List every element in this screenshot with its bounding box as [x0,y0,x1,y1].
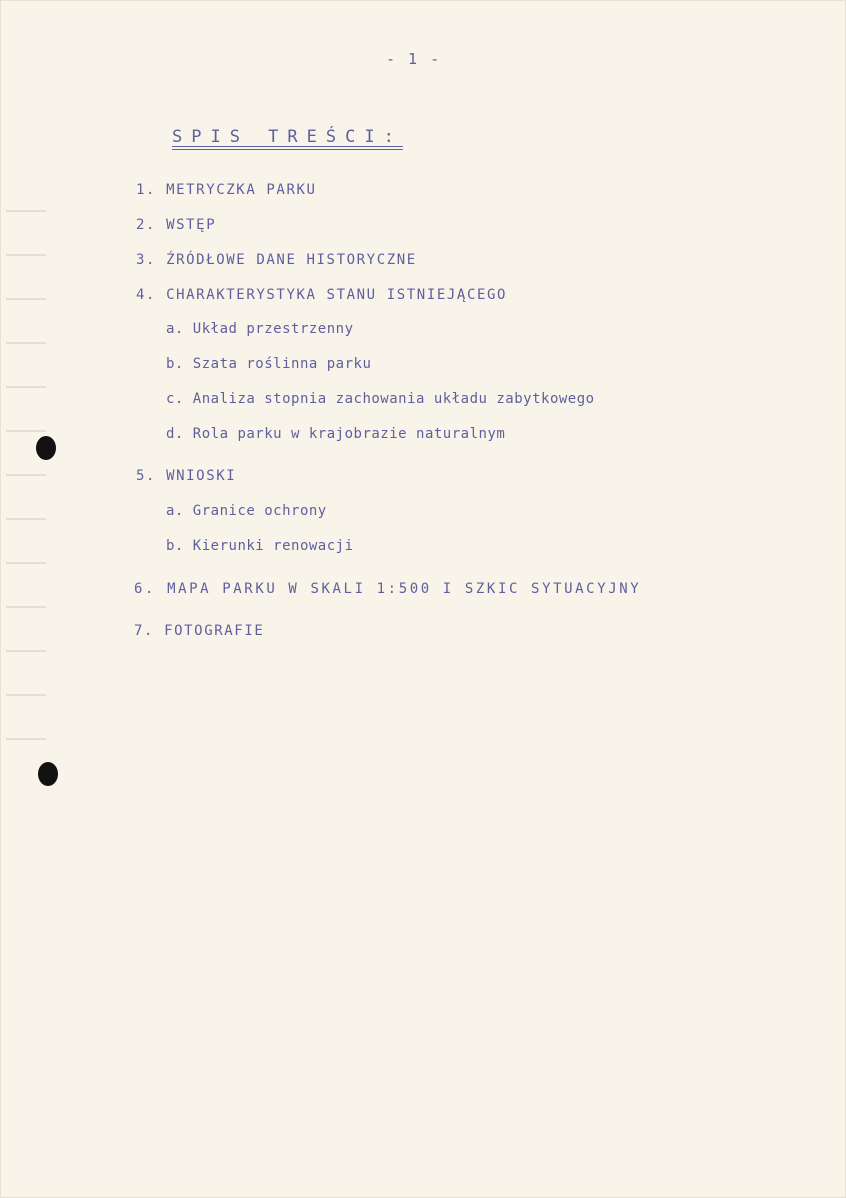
toc-item-5 [136,468,236,484]
edge-stain [6,180,46,780]
toc-item-number: 3. [136,252,157,268]
toc-title: SPIS TREŚCI: [172,127,403,147]
toc-item-text: WNIOSKI [166,468,237,484]
toc-item-number: 7. [134,623,155,639]
toc-item-text: Szata roślinna parku [192,356,372,372]
toc-item-text: Kierunki renowacji [192,538,354,554]
toc-item-text: Rola parku w krajobrazie naturalnym [192,426,506,442]
toc-item-number: d. [166,426,184,442]
toc-subitem-5b [166,538,354,554]
toc-item-text: Układ przestrzenny [192,321,354,337]
toc-subitem-4a [166,321,354,337]
toc-item-text: Granice ochrony [192,503,327,519]
toc-item-1 [136,182,317,198]
toc-item-number: 1. [136,182,157,198]
toc-item-number: c. [166,391,184,407]
toc-item-number: b. [166,356,184,372]
toc-item-text: FOTOGRAFIE [164,623,265,639]
toc-item-text: METRYCZKA PARKU [166,182,317,198]
punch-hole-top [36,436,56,460]
toc-subitem-4b [166,356,371,372]
page-number: - 1 - [386,50,442,68]
toc-item-number: b. [166,538,184,554]
toc-item-text: Analiza stopnia zachowania układu zabytkowego [192,391,595,407]
toc-item-text: MAPA PARKU W SKALI 1:500 I SZKIC SYTUACYJNY [167,581,642,597]
toc-item-number: a. [166,321,184,337]
punch-hole-bottom [38,762,58,786]
toc-subitem-4c [166,391,595,407]
toc-item-text: WSTĘP [166,217,217,233]
toc-subitem-4d [166,426,505,442]
toc-item-number: 6. [134,581,157,597]
toc-item-number: 2. [136,217,157,233]
toc-item-6 [134,581,641,597]
toc-item-number: 5. [136,468,157,484]
toc-item-4 [136,287,507,303]
toc-item-text: ŹRÓDŁOWE DANE HISTORYCZNE [166,252,417,268]
toc-item-2 [136,217,216,233]
toc-item-number: 4. [136,287,157,303]
toc-item-text: CHARAKTERYSTYKA STANU ISTNIEJĄCEGO [166,287,508,303]
toc-subitem-5a [166,503,327,519]
toc-item-number: a. [166,503,184,519]
toc-item-3 [136,252,417,268]
toc-item-7 [134,623,264,639]
